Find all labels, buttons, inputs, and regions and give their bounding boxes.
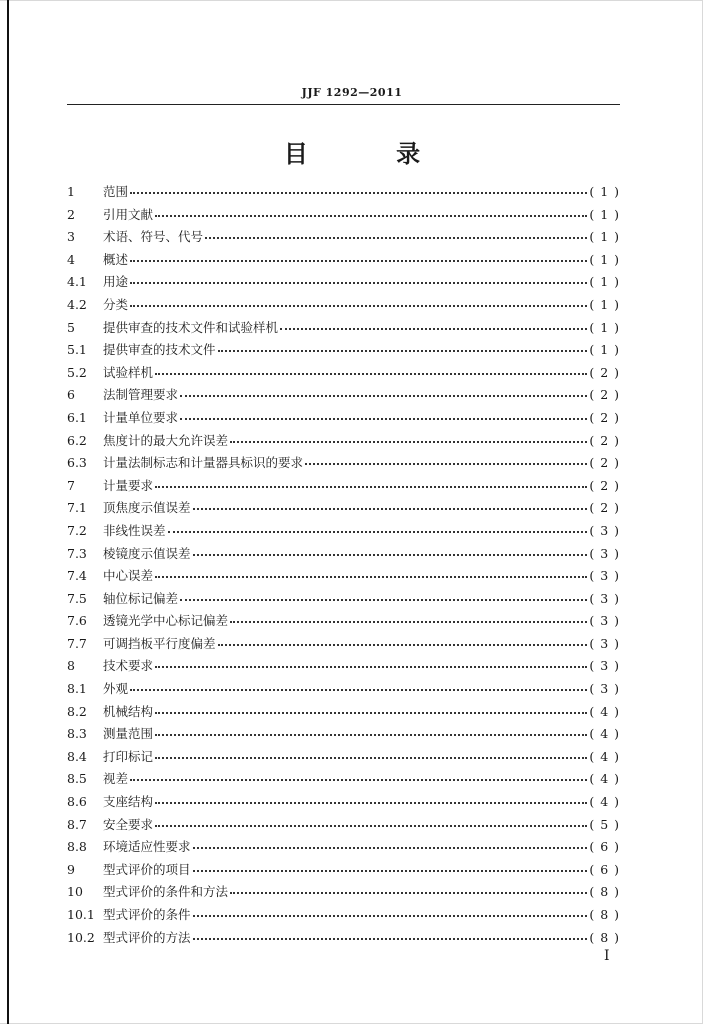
toc-entry-number: 1 (67, 184, 75, 199)
toc-entry-page: ( 1 ) (589, 229, 620, 245)
toc-dot-leader (155, 654, 587, 668)
toc-entry-page: ( 2 ) (589, 500, 620, 516)
toc-entry-title: 打印标记 (103, 748, 154, 764)
toc-dot-leader (193, 542, 588, 556)
toc-entry-title: 计量法制标志和计量器具标识的要求 (103, 455, 304, 471)
toc-entry-page: ( 3 ) (589, 681, 620, 697)
toc-dot-leader (230, 429, 587, 443)
toc-entry-title: 棱镜度示值误差 (103, 545, 191, 561)
toc-entry-number: 10 (67, 884, 83, 900)
toc-entry[interactable] (67, 837, 620, 860)
toc-entry-number: 7.6 (67, 613, 87, 629)
toc-entry-page: ( 1 ) (589, 342, 620, 358)
toc-entry[interactable] (67, 702, 620, 725)
toc-entry[interactable] (67, 476, 620, 499)
toc-entry[interactable] (67, 250, 620, 273)
toc-entry-page: ( 4 ) (589, 794, 620, 810)
toc-entry-page: ( 3 ) (589, 590, 620, 606)
toc-dot-leader (305, 451, 587, 465)
toc-entry-title: 计量要求 (103, 477, 154, 493)
toc-entry-title: 术语、符号、代号 (103, 229, 204, 245)
toc-entry-title: 计量单位要求 (103, 409, 179, 425)
toc-dot-leader (218, 338, 588, 352)
toc-entry-page: ( 4 ) (589, 748, 620, 764)
toc-entry-page: ( 6 ) (589, 839, 620, 855)
toc-entry-number: 4.1 (67, 274, 87, 290)
toc-entry-page: ( 2 ) (589, 477, 620, 493)
toc-entry-page: ( 3 ) (589, 658, 620, 674)
toc-entry-page: ( 1 ) (589, 206, 620, 222)
toc-entry-page: ( 1 ) (589, 274, 620, 290)
toc-entry[interactable] (67, 227, 620, 250)
toc-entry[interactable] (67, 318, 620, 341)
toc-dot-leader (155, 745, 587, 759)
toc-dot-leader (230, 609, 587, 623)
toc-dot-leader (130, 180, 587, 194)
toc-entry[interactable] (67, 882, 620, 905)
toc-entry-number: 2 (67, 206, 75, 222)
toc-entry-number: 8.3 (67, 726, 87, 742)
toc-entry[interactable] (67, 815, 620, 838)
toc-dot-leader (230, 880, 587, 894)
toc-entry[interactable] (67, 611, 620, 634)
toc-entry-title: 试验样机 (103, 364, 154, 380)
toc-entry-title: 提供审查的技术文件和试验样机 (103, 319, 279, 335)
toc-entry-number: 8.4 (67, 748, 87, 764)
toc-dot-leader (155, 361, 587, 375)
toc-entry-title: 分类 (103, 296, 129, 312)
toc-entry-page: ( 2 ) (589, 364, 620, 380)
toc-entry[interactable] (67, 498, 620, 521)
toc-entry-number: 3 (67, 229, 75, 245)
toc-dot-leader (155, 722, 587, 736)
toc-entry[interactable] (67, 408, 620, 431)
toc-dot-leader (193, 903, 588, 917)
toc-dot-leader (193, 835, 588, 849)
toc-dot-leader (193, 858, 588, 872)
toc-dot-leader (155, 700, 587, 714)
toc-entry-page: ( 3 ) (589, 545, 620, 561)
toc-entry[interactable] (67, 589, 620, 612)
toc-entry-page: ( 8 ) (589, 907, 620, 922)
toc-entry[interactable] (67, 747, 620, 770)
toc-entry-number: 8.1 (67, 681, 87, 697)
header-rule (67, 104, 620, 105)
toc-entry-title: 外观 (103, 681, 129, 697)
toc-entry-number: 5 (67, 319, 75, 335)
toc-entry-page: ( 1 ) (589, 184, 620, 199)
toc-entry-title: 安全要求 (103, 816, 154, 832)
toc-entry-title: 可调挡板平行度偏差 (103, 635, 216, 651)
toc-entry-page: ( 3 ) (589, 635, 620, 651)
toc-entry-page: ( 3 ) (589, 522, 620, 538)
toc-entry[interactable] (67, 295, 620, 318)
toc-entry[interactable] (67, 928, 620, 951)
toc-dot-leader (130, 248, 587, 262)
toc-entry[interactable] (67, 272, 620, 295)
toc-entry-title: 引用文献 (103, 206, 154, 222)
toc-entry-page: ( 1 ) (589, 251, 620, 267)
toc-entry[interactable] (67, 724, 620, 747)
toc-entry-page: ( 8 ) (589, 884, 620, 900)
toc-dot-leader (130, 293, 587, 307)
toc-dot-leader (155, 203, 587, 217)
toc-entry-number: 7.3 (67, 545, 87, 561)
toc-entry-number: 8.2 (67, 703, 87, 719)
toc-entry-number: 8.7 (67, 816, 87, 832)
toc-dot-leader (180, 383, 587, 397)
toc-entry-title: 提供审查的技术文件 (103, 342, 216, 358)
toc-entry-page: ( 3 ) (589, 568, 620, 584)
toc-entry-page: ( 2 ) (589, 455, 620, 471)
toc-entry-number: 7.1 (67, 500, 87, 516)
toc-entry-number: 7.4 (67, 568, 87, 584)
toc-entry-number: 8.8 (67, 839, 87, 855)
toc-entry[interactable] (67, 634, 620, 657)
toc-entry-title: 轴位标记偏差 (103, 590, 179, 606)
toc-entry[interactable] (67, 453, 620, 476)
toc-entry-title: 型式评价的方法 (103, 929, 191, 945)
toc-entry-number: 7.2 (67, 522, 87, 538)
toc-entry-number: 8.5 (67, 771, 87, 787)
document-header: JJF 1292—2011 (301, 86, 403, 99)
toc-dot-leader (130, 270, 587, 284)
toc-entry-title: 焦度计的最大允许误差 (103, 432, 229, 448)
toc-entry-number: 5.1 (67, 342, 87, 358)
toc-entry[interactable] (67, 340, 620, 363)
toc-entry[interactable] (67, 363, 620, 386)
toc-entry-page: ( 8 ) (589, 929, 620, 945)
toc-entry-number: 7.5 (67, 590, 87, 606)
toc-entry-number: 6.1 (67, 409, 87, 425)
toc-dot-leader (155, 790, 587, 804)
toc-dot-leader (218, 632, 588, 646)
toc-entry-page: ( 5 ) (589, 816, 620, 832)
toc-dot-leader (280, 316, 587, 330)
toc-entry-title: 法制管理要求 (103, 387, 179, 403)
toc-entry-page: ( 1 ) (589, 296, 620, 312)
toc-dot-leader (193, 926, 588, 940)
page-title: 目 录 (283, 139, 461, 168)
toc-entry-number: 10.1 (67, 907, 95, 922)
toc-entry[interactable] (67, 205, 620, 228)
toc-dot-leader (130, 767, 587, 781)
toc-entry-title: 概述 (103, 251, 129, 267)
toc-entry-number: 6.2 (67, 432, 87, 448)
toc-dot-leader (155, 564, 587, 578)
toc-dot-leader (130, 677, 587, 691)
toc-entry-number: 5.2 (67, 364, 87, 380)
toc-entry[interactable] (67, 385, 620, 408)
toc-dot-leader (155, 474, 587, 488)
toc-dot-leader (205, 225, 587, 239)
toc-entry-number: 7.7 (67, 635, 87, 651)
page-folio: I (604, 948, 610, 964)
toc-entry-page: ( 3 ) (589, 613, 620, 629)
table-of-contents (67, 182, 620, 950)
toc-entry[interactable] (67, 656, 620, 679)
toc-dot-leader (155, 813, 587, 827)
toc-entry-title: 型式评价的条件 (103, 907, 191, 922)
toc-entry-title: 型式评价的项目 (103, 861, 191, 877)
toc-entry-title: 技术要求 (103, 658, 154, 674)
toc-entry[interactable] (67, 769, 620, 792)
toc-entry-title: 用途 (103, 274, 129, 290)
toc-entry-number: 6 (67, 387, 75, 403)
toc-entry-title: 中心误差 (103, 568, 154, 584)
toc-entry-title: 非线性误差 (103, 522, 166, 538)
toc-dot-leader (193, 496, 588, 510)
toc-entry-title: 透镜光学中心标记偏差 (103, 613, 229, 629)
toc-entry[interactable] (67, 431, 620, 454)
toc-entry[interactable] (67, 905, 620, 928)
toc-entry-title: 范围 (103, 184, 129, 199)
toc-entry-title: 支座结构 (103, 794, 154, 810)
toc-entry-number: 6.3 (67, 455, 87, 471)
toc-entry-number: 8 (67, 658, 75, 674)
toc-dot-leader (180, 587, 587, 601)
toc-entry-title: 型式评价的条件和方法 (103, 884, 229, 900)
toc-entry[interactable] (67, 521, 620, 544)
toc-entry[interactable] (67, 544, 620, 567)
toc-entry[interactable] (67, 566, 620, 589)
toc-entry-page: ( 4 ) (589, 726, 620, 742)
toc-entry[interactable] (67, 679, 620, 702)
toc-entry-number: 10.2 (67, 929, 95, 945)
toc-entry[interactable] (67, 182, 620, 205)
toc-entry-page: ( 4 ) (589, 703, 620, 719)
toc-entry-title: 视差 (103, 771, 129, 787)
toc-entry-number: 4.2 (67, 296, 87, 312)
toc-entry-title: 环境适应性要求 (103, 839, 191, 855)
toc-entry-title: 机械结构 (103, 703, 154, 719)
toc-entry-title: 顶焦度示值误差 (103, 500, 191, 516)
toc-entry-page: ( 6 ) (589, 861, 620, 877)
toc-dot-leader (168, 519, 588, 533)
toc-entry-page: ( 2 ) (589, 409, 620, 425)
toc-entry[interactable] (67, 860, 620, 883)
toc-entry[interactable] (67, 792, 620, 815)
toc-entry-page: ( 4 ) (589, 771, 620, 787)
toc-entry-number: 7 (67, 477, 75, 493)
toc-entry-page: ( 2 ) (589, 432, 620, 448)
toc-entry-page: ( 2 ) (589, 387, 620, 403)
toc-entry-number: 4 (67, 251, 75, 267)
toc-entry-title: 测量范围 (103, 726, 154, 742)
toc-entry-number: 8.6 (67, 794, 87, 810)
toc-dot-leader (180, 406, 587, 420)
toc-entry-page: ( 1 ) (589, 319, 620, 335)
toc-entry-number: 9 (67, 861, 75, 877)
